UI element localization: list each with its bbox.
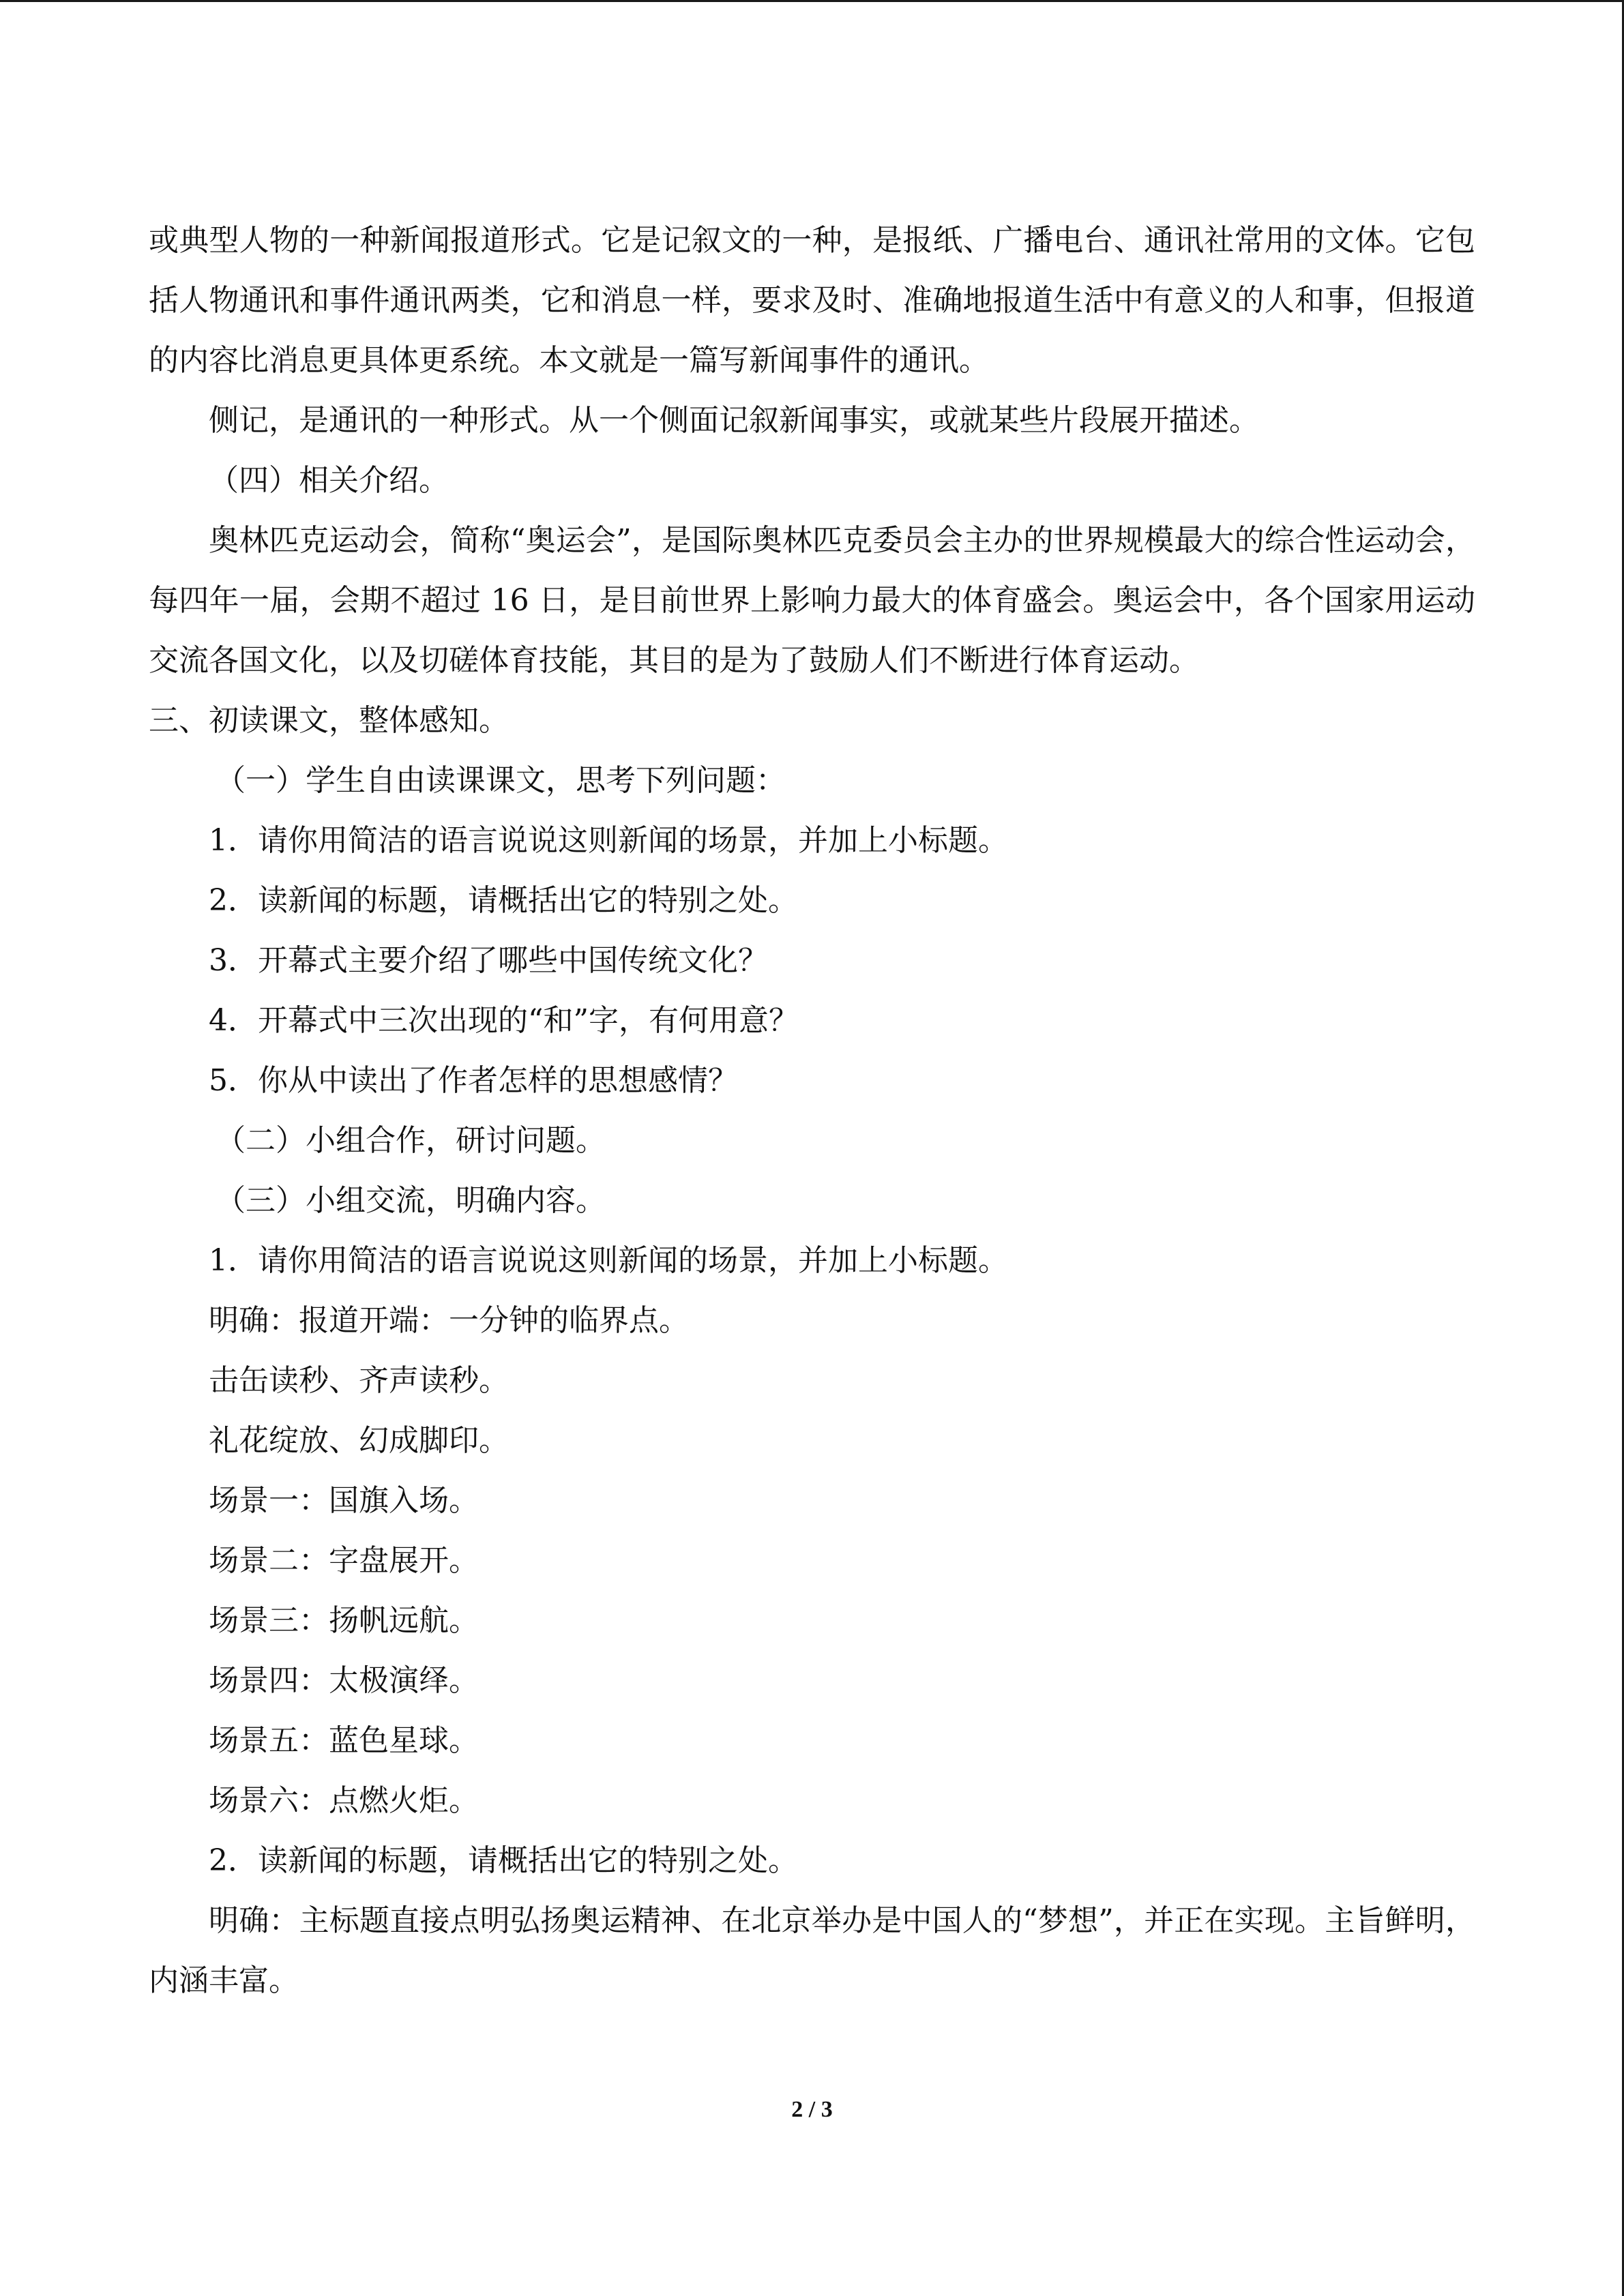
page-number: 2 / 3 bbox=[791, 2097, 833, 2122]
scene-5: 场景五：蓝色星球。 bbox=[209, 1723, 479, 1758]
subheading-group-exchange: （三）小组交流，明确内容。 bbox=[216, 1183, 606, 1218]
scene-6: 场景六：点燃火炬。 bbox=[209, 1783, 479, 1818]
question-5: 5．你从中读出了作者怎样的思想感情？ bbox=[209, 1063, 738, 1098]
answer-question-2: 2．读新闻的标题，请概括出它的特别之处。 bbox=[209, 1843, 798, 1878]
paragraph-tongxun-definition: 或典型人物的一种新闻报道形式。它是记叙文的一种，是报纸、广播电台、通讯社常用的文体。它包括人物通讯和事件通讯两类，它和消息一样，要求及时、准确地报道生活中有意义的人和事，但报道的内容比消息更具体更系统。本文就是一篇写新闻事件的通讯。 bbox=[149, 223, 1475, 378]
document-body bbox=[149, 211, 1475, 2011]
question-1: 1．请你用简洁的语言说说这则新闻的场景，并加上小标题。 bbox=[209, 823, 1008, 858]
scene-1: 场景一：国旗入场。 bbox=[209, 1483, 479, 1518]
scene-4: 场景四：太极演绎。 bbox=[209, 1663, 479, 1698]
answer-question-1: 1．请你用简洁的语言说说这则新闻的场景，并加上小标题。 bbox=[209, 1243, 1008, 1278]
scene-2: 场景二：字盘展开。 bbox=[209, 1543, 479, 1578]
subheading-related-intro: （四）相关介绍。 bbox=[209, 463, 449, 498]
answer-line-fireworks: 礼花绽放、幻成脚印。 bbox=[209, 1423, 509, 1458]
question-2: 2．读新闻的标题，请概括出它的特别之处。 bbox=[209, 883, 798, 918]
scene-3: 场景三：扬帆远航。 bbox=[209, 1603, 479, 1638]
subheading-free-reading: （一）学生自由读课课文，思考下列问题： bbox=[216, 763, 786, 798]
paragraph-olympics-intro: 奥林匹克运动会，简称“奥运会”，是国际奥林匹克委员会主办的世界规模最大的综合性运动会，每四年一届，会期不超过 16 日，是目前世界上影响力最大的体育盛会。奥运会中，各个国家用运动交流各国文化，以及切磋体育技能，其目的是为了鼓励人们不断进行体育运动。 bbox=[149, 523, 1475, 678]
answer-opening: 明确：报道开端：一分钟的临界点。 bbox=[209, 1303, 689, 1338]
question-4: 4．开幕式中三次出现的“和”字，有何用意？ bbox=[209, 1003, 799, 1038]
answer-title-analysis: 明确：主标题直接点明弘扬奥运精神、在北京举办是中国人的“梦想”，并正在实现。主旨鲜明，内涵丰富。 bbox=[149, 1903, 1475, 1998]
subheading-group-cooperation: （二）小组合作，研讨问题。 bbox=[216, 1123, 606, 1158]
section-heading-first-reading: 三、初读课文，整体感知。 bbox=[149, 703, 509, 738]
paragraph-ceji-definition: 侧记，是通讯的一种形式。从一个侧面记叙新闻事实，或就某些片段展开描述。 bbox=[209, 403, 1259, 438]
answer-line-countdown: 击缶读秒、齐声读秒。 bbox=[209, 1363, 509, 1398]
question-3: 3．开幕式主要介绍了哪些中国传统文化？ bbox=[209, 943, 768, 978]
